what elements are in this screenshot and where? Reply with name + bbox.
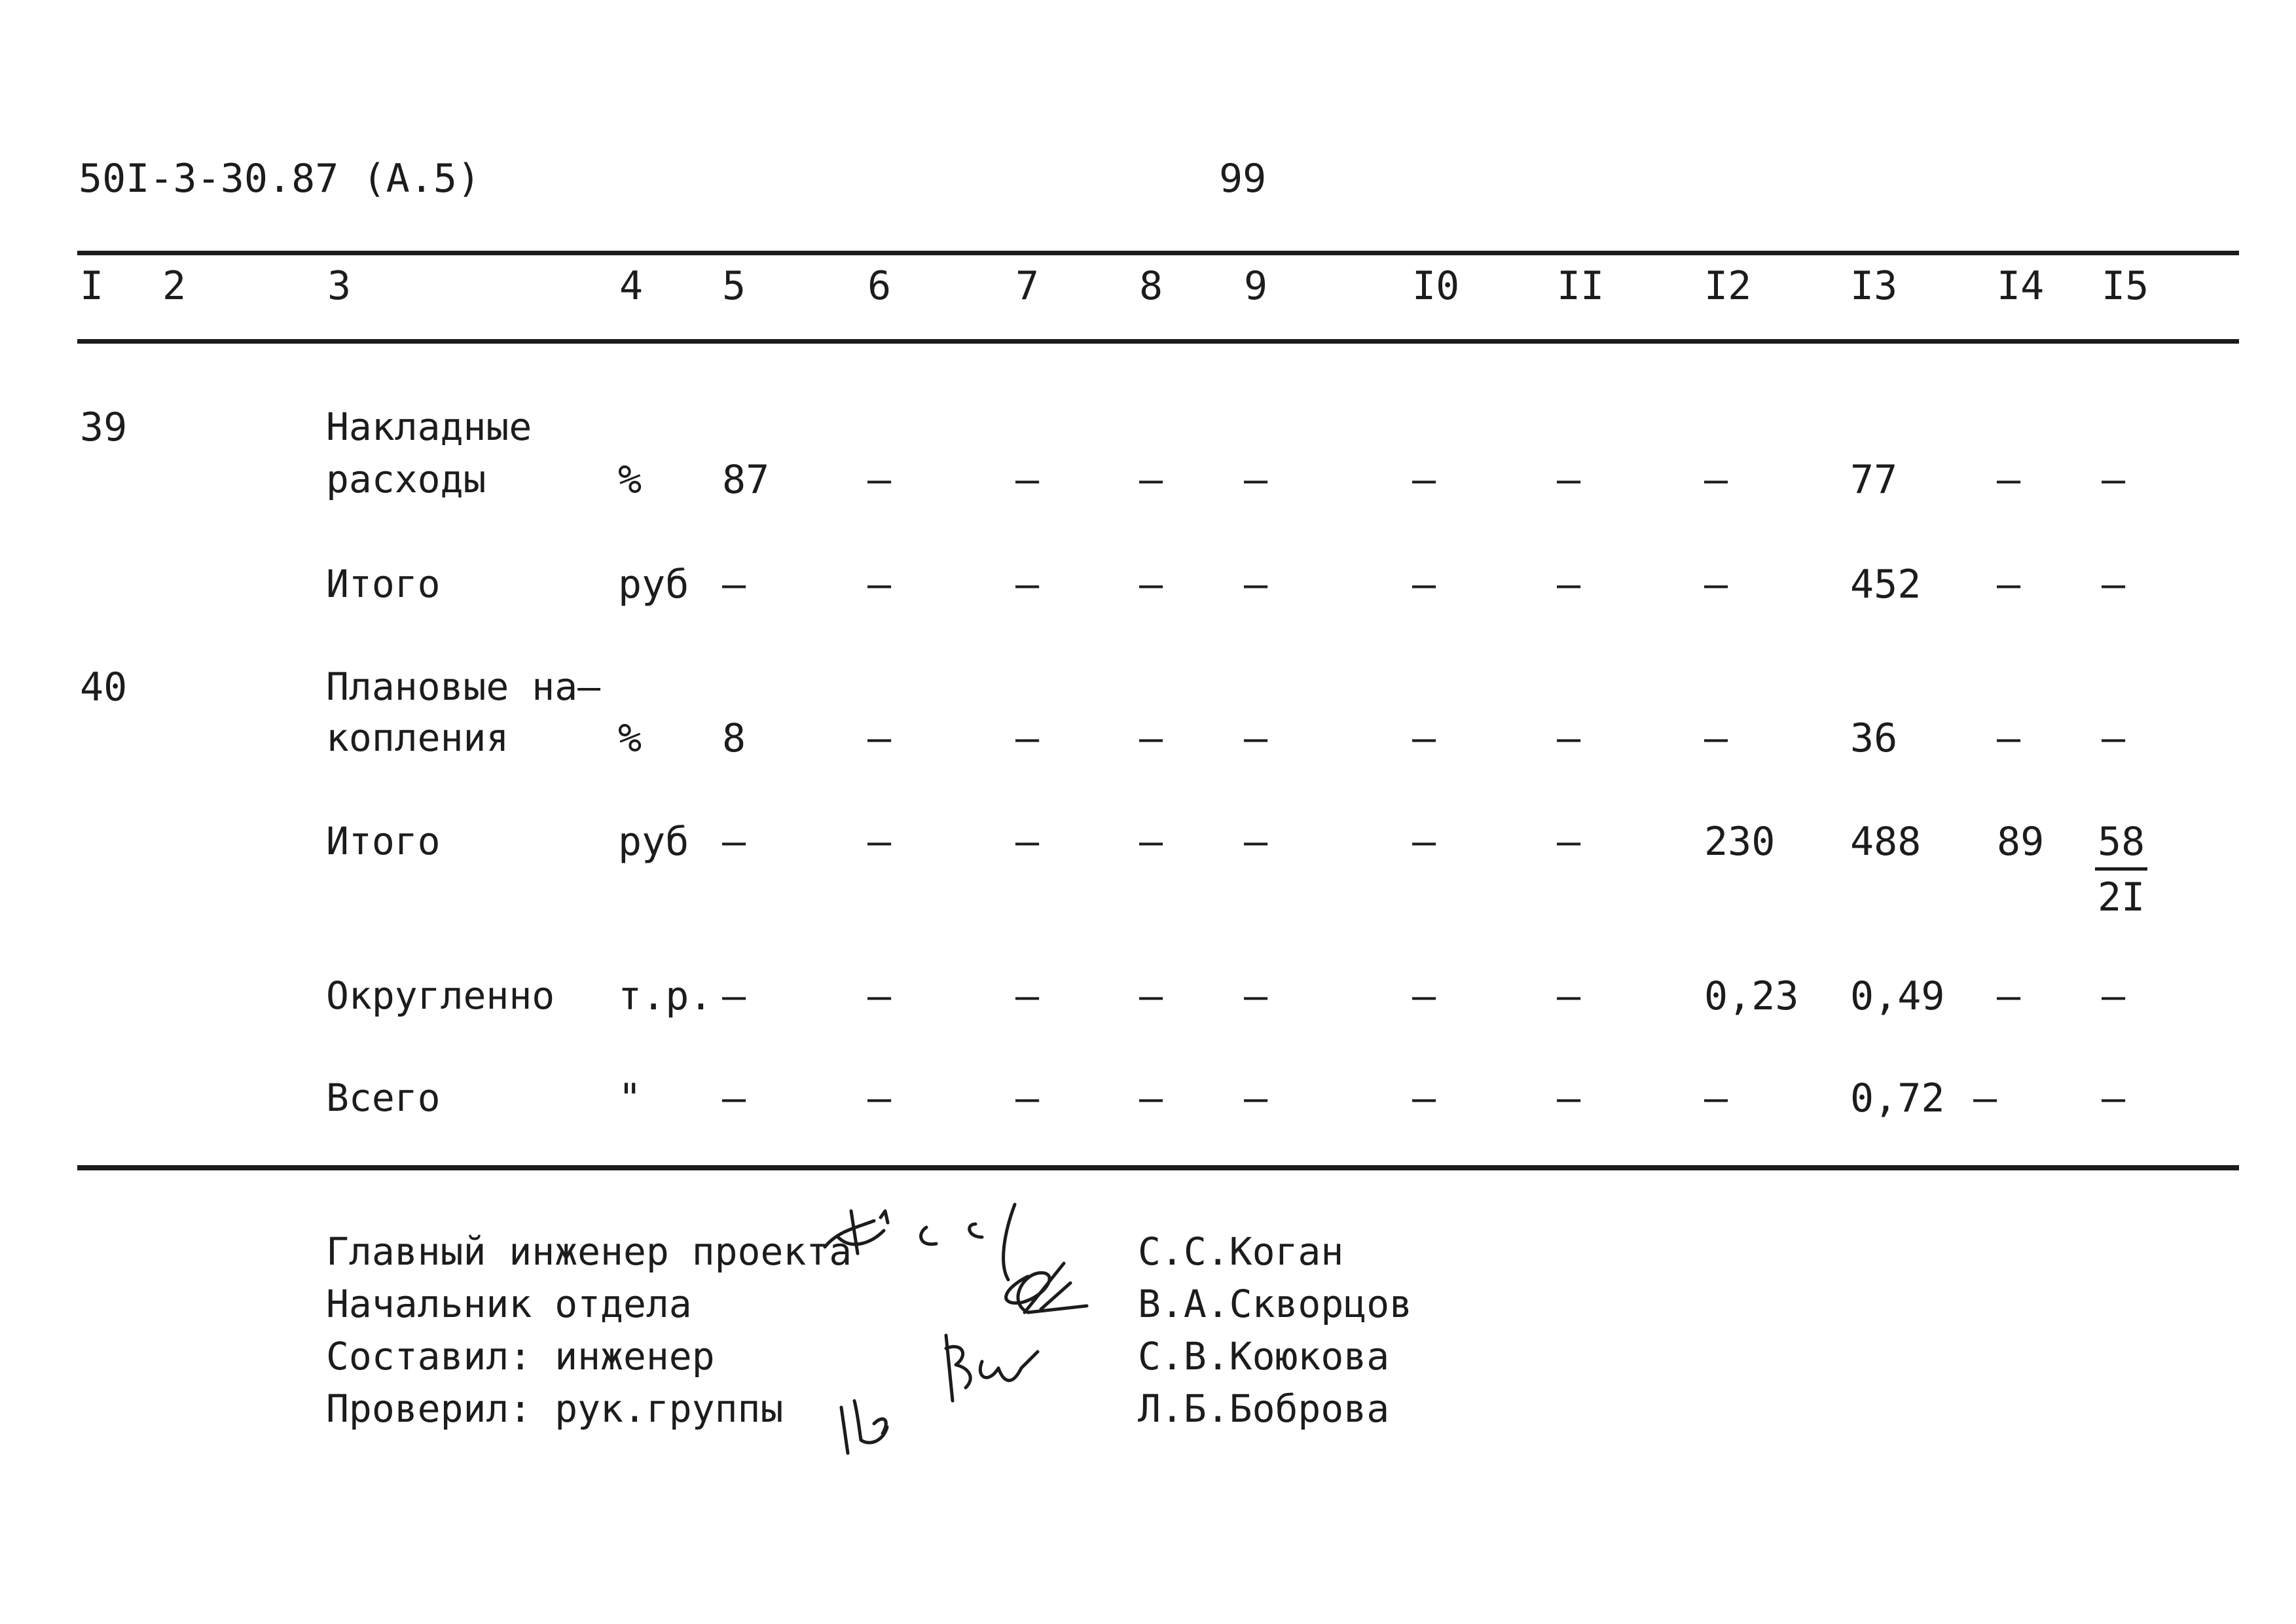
cell: –: [2102, 715, 2126, 761]
cell: 0,23: [1704, 973, 1799, 1019]
cell: –: [1704, 1075, 1728, 1121]
row-label: Накладные: [326, 405, 532, 449]
cell: –: [1997, 973, 2021, 1019]
cell: –: [1244, 457, 1268, 503]
column-header: 2: [162, 263, 187, 309]
fraction-denominator: 2I: [2098, 875, 2145, 920]
cell: –: [1412, 973, 1436, 1019]
cell: –: [2102, 973, 2126, 1019]
cell: –: [1139, 973, 1163, 1019]
cell: –: [1244, 715, 1268, 761]
cell: –: [1139, 562, 1163, 607]
cell: –: [867, 819, 892, 865]
column-header: 8: [1139, 263, 1163, 309]
row-label: Округленно: [326, 973, 555, 1018]
cell: 230: [1704, 819, 1776, 865]
column-header: 6: [867, 263, 892, 309]
signature-role: Начальник отдела: [326, 1282, 692, 1326]
cell: –: [1015, 1075, 1040, 1121]
cell: 0,49: [1850, 973, 1945, 1019]
column-header: I: [80, 263, 104, 309]
document-code: 50I-3-30.87 (А.5): [79, 156, 481, 202]
row-unit: т.р.: [618, 973, 713, 1019]
cell: –: [2102, 457, 2126, 503]
row-number: 40: [80, 664, 128, 710]
column-header: 9: [1244, 263, 1268, 309]
signature-name: С.В.Коюкова: [1138, 1334, 1390, 1379]
cell: –: [1015, 457, 1040, 503]
column-header: I3: [1850, 263, 1898, 309]
handwritten-signatures: [812, 1191, 1152, 1479]
cell: –: [1557, 1075, 1581, 1121]
cell: –: [867, 715, 892, 761]
cell: –: [1973, 1075, 1997, 1121]
signature-role: Составил: инженер: [326, 1334, 715, 1379]
cell: –: [1015, 973, 1040, 1019]
cell: –: [1139, 457, 1163, 503]
cell: 0,72: [1850, 1075, 1945, 1121]
cell: –: [1015, 562, 1040, 607]
cell: –: [1244, 1075, 1268, 1121]
cell: –: [722, 973, 746, 1019]
row-label: Всего: [326, 1075, 441, 1120]
page-number: 99: [1219, 156, 1267, 202]
cell: –: [722, 819, 746, 865]
column-header: 3: [327, 263, 352, 309]
cell: –: [1244, 562, 1268, 607]
cell: –: [1557, 715, 1581, 761]
cell: –: [1704, 562, 1728, 607]
row-unit: ": [618, 1075, 642, 1121]
column-header: 4: [619, 263, 644, 309]
row-number: 39: [80, 405, 128, 450]
cell: 77: [1850, 457, 1898, 503]
signature-role: Проверил: рук.группы: [326, 1386, 784, 1431]
row-unit: руб: [618, 819, 689, 865]
cell: 36: [1850, 715, 1898, 761]
row-label: Итого: [326, 819, 441, 863]
cell: –: [1412, 715, 1436, 761]
column-header: I0: [1412, 263, 1460, 309]
row-label: расходы: [326, 457, 486, 501]
column-header: I5: [2102, 263, 2149, 309]
cell: –: [1015, 819, 1040, 865]
cell: –: [1412, 562, 1436, 607]
cell: –: [1704, 715, 1728, 761]
cell: –: [867, 562, 892, 607]
table-top-rule: [77, 251, 2239, 255]
row-unit: %: [618, 457, 642, 503]
row-label: копления: [326, 715, 509, 760]
signature-name: Л.Б.Боброва: [1138, 1386, 1390, 1431]
row-unit: руб: [618, 562, 689, 607]
row-label: Итого: [326, 562, 441, 606]
column-header: 7: [1015, 263, 1040, 309]
cell: –: [1997, 562, 2021, 607]
signature-name: В.А.Скворцов: [1138, 1282, 1413, 1326]
cell: 488: [1850, 819, 1922, 865]
cell: –: [867, 973, 892, 1019]
column-header: I2: [1704, 263, 1752, 309]
cell: –: [1997, 715, 2021, 761]
cell: –: [2102, 562, 2126, 607]
cell: –: [722, 562, 746, 607]
signature-role: Главный инженер проекта: [326, 1229, 852, 1274]
table-bottom-rule: [77, 1165, 2239, 1170]
cell: –: [2102, 1075, 2126, 1121]
cell: –: [867, 457, 892, 503]
cell: 87: [722, 457, 770, 503]
cell: –: [1139, 715, 1163, 761]
cell: –: [1704, 457, 1728, 503]
cell: 8: [722, 715, 746, 761]
cell: –: [867, 1075, 892, 1121]
cell: –: [1015, 715, 1040, 761]
header-bottom-rule: [77, 339, 2239, 344]
cell: –: [1412, 1075, 1436, 1121]
cell: –: [1557, 819, 1581, 865]
cell: 89: [1997, 819, 2045, 865]
cell: –: [1412, 819, 1436, 865]
column-header: I4: [1997, 263, 2045, 309]
cell: –: [1557, 457, 1581, 503]
cell: –: [1139, 819, 1163, 865]
cell: –: [1412, 457, 1436, 503]
cell: –: [1244, 819, 1268, 865]
row-unit: %: [618, 715, 642, 761]
cell: 452: [1850, 562, 1922, 607]
cell: –: [722, 1075, 746, 1121]
signature-name: С.С.Коган: [1138, 1229, 1344, 1274]
cell: –: [1139, 1075, 1163, 1121]
column-header: 5: [722, 263, 746, 309]
fraction-numerator: 58: [2095, 819, 2147, 871]
cell: –: [1997, 457, 2021, 503]
fraction-cell: [2095, 819, 2147, 920]
column-header: II: [1557, 263, 1605, 309]
cell: –: [1557, 973, 1581, 1019]
row-label: Плановые на–: [326, 664, 601, 709]
cell: –: [1557, 562, 1581, 607]
cell: –: [1244, 973, 1268, 1019]
